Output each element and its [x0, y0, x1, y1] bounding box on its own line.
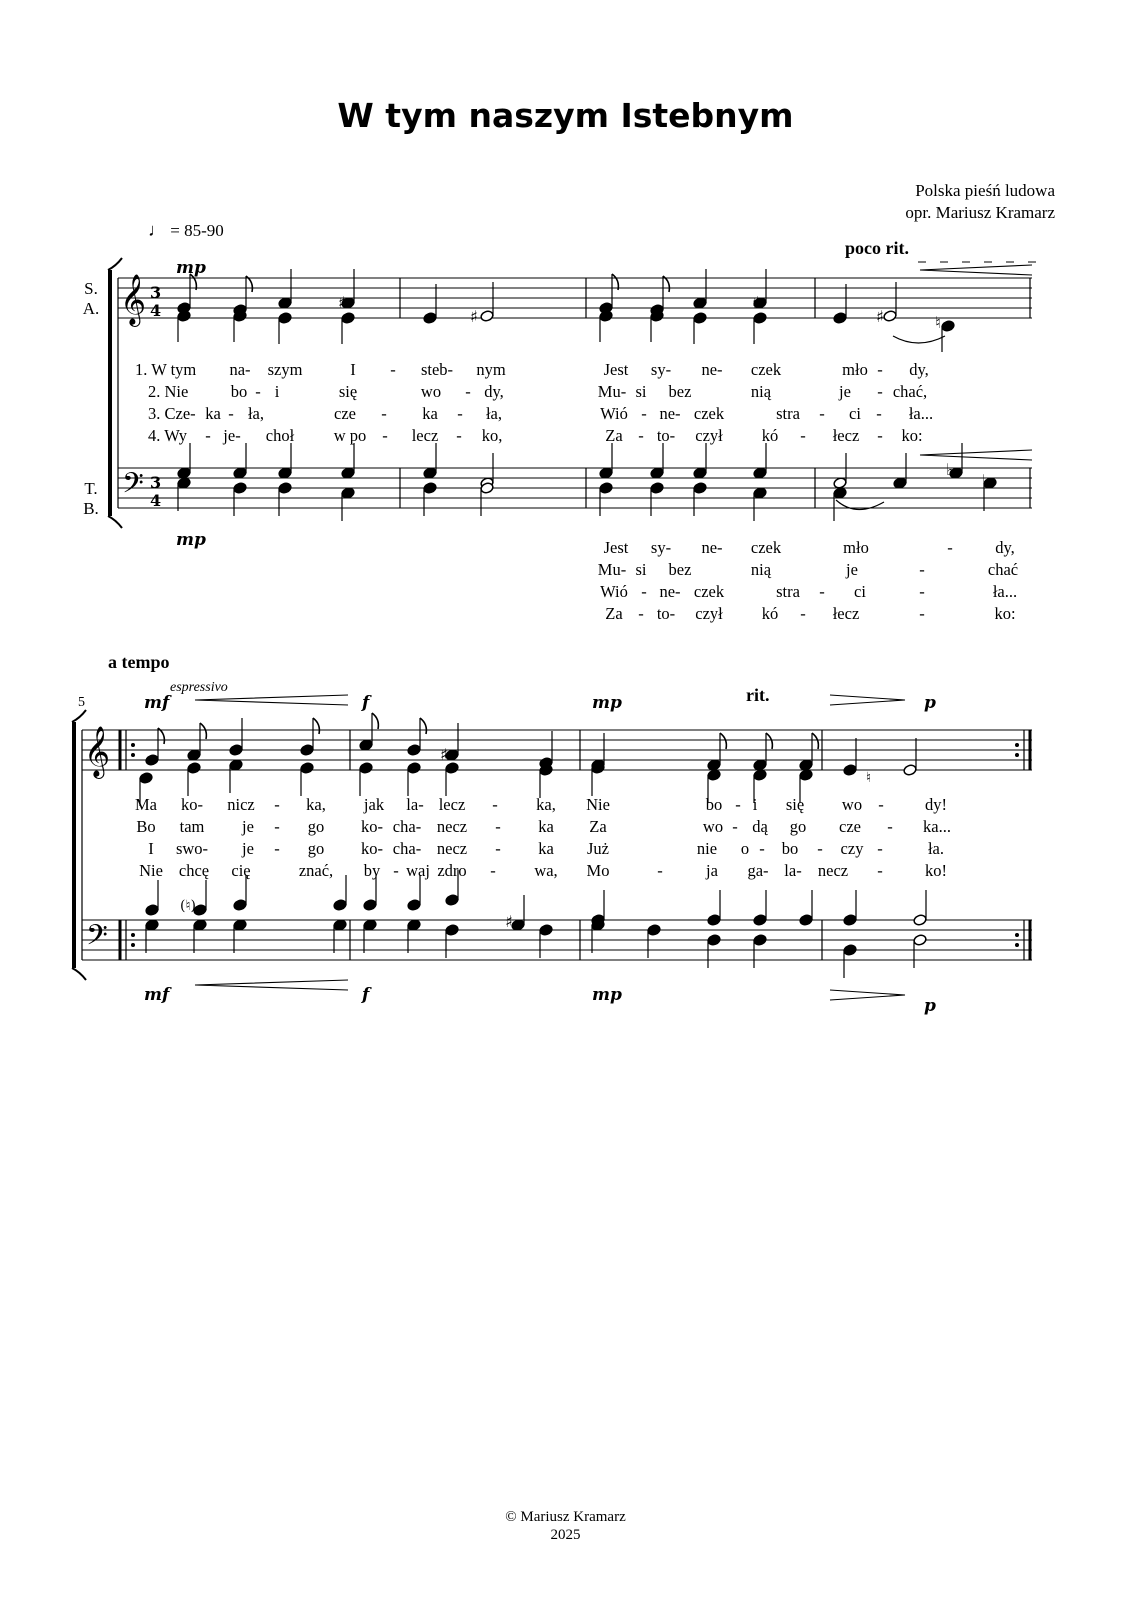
notehead: [833, 487, 847, 500]
notehead: [145, 904, 159, 917]
dynamic-mp-upper: mp: [176, 258, 206, 278]
system-bracket: [108, 516, 122, 528]
notehead: [300, 762, 314, 775]
notehead: [300, 744, 314, 757]
notehead: [893, 477, 907, 490]
system-bracket: [108, 270, 112, 516]
notehead: [753, 467, 767, 480]
dynamic-mp-lower-2: mp: [592, 985, 622, 1005]
composer-origin: Polska pieśń ludowa: [915, 181, 1055, 200]
notehead: [693, 297, 707, 310]
notehead: [233, 482, 247, 495]
notehead: [707, 914, 721, 927]
notehead: [278, 297, 292, 310]
bass-clef-icon: 𝄢: [86, 919, 108, 959]
notehead: [693, 467, 707, 480]
notehead: [913, 914, 927, 927]
decrescendo-hairpin: [830, 990, 905, 1000]
notehead: [363, 919, 377, 932]
sharp-icon: ♯: [470, 307, 478, 326]
dynamic-mp-upper-2: mp: [592, 693, 622, 713]
bass-clef-icon: 𝄢: [122, 467, 144, 507]
sharp-icon: ♯: [876, 307, 884, 326]
notehead: [650, 482, 664, 495]
notehead: [145, 919, 159, 932]
sharp-icon: ♯: [338, 293, 346, 312]
lyric-s2-verse-1: Ma ko- nicz - ka, jak la- lecz - ka, Nie bo - i się wo - dy!: [135, 795, 947, 814]
dynamic-mf-upper: mf: [144, 693, 170, 713]
dynamic-mp-lower: mp: [176, 530, 206, 550]
voice-label-bass: B.: [83, 499, 99, 518]
notehead: [843, 764, 857, 777]
notehead: [341, 487, 355, 500]
time-signature: 4: [150, 491, 162, 510]
a-tempo-marking: a tempo: [108, 652, 170, 672]
notehead: [278, 482, 292, 495]
voice-label-tenor: T.: [84, 479, 98, 498]
rit-marking: rit.: [746, 685, 770, 705]
notehead: [647, 924, 661, 937]
note-flag: [313, 718, 319, 734]
notehead: [843, 944, 857, 957]
repeat-dot: [1015, 743, 1019, 747]
notehead: [833, 312, 847, 325]
dynamic-p-lower: p: [924, 996, 936, 1016]
time-signature: 3: [150, 283, 162, 302]
notehead: [753, 934, 767, 947]
notehead: [233, 899, 247, 912]
note-flag: [420, 718, 426, 734]
notehead: [753, 312, 767, 325]
notehead: [707, 769, 721, 782]
sharp-icon: ♯: [752, 293, 760, 312]
lyric-verse-1: 1. W tym na- szym I - steb- nym Jest sy- ne- czek mło - dy,: [135, 360, 929, 379]
notehead: [753, 759, 767, 772]
sharp-icon: ♯: [440, 745, 448, 764]
notehead: [341, 467, 355, 480]
lyric-s2-verse-3: I swo- je - go ko- cha- necz - ka Już nie o - bo - czy - ła.: [148, 839, 945, 858]
lyric-lower-verse-2: Mu- si bez nią je - chać: [597, 560, 1019, 579]
notehead: [445, 894, 459, 907]
notehead: [145, 754, 159, 767]
lyric-verse-2: 2. Nie bo - i się wo - dy, Mu- si bez nią je - chać,: [148, 382, 928, 401]
notehead: [799, 759, 813, 772]
notehead: [333, 919, 347, 932]
slur: [893, 336, 945, 343]
notehead: [359, 739, 373, 752]
repeat-dot: [1015, 933, 1019, 937]
repeat-dot: [1015, 753, 1019, 757]
notehead: [650, 467, 664, 480]
notehead: [333, 899, 347, 912]
notehead: [753, 487, 767, 500]
notehead: [707, 934, 721, 947]
natural-icon: ♮: [935, 313, 941, 332]
time-signature: 4: [150, 301, 162, 320]
notehead: [445, 924, 459, 937]
notehead: [278, 312, 292, 325]
notehead: [599, 467, 613, 480]
note-flag: [720, 733, 726, 749]
tempo-value: = 85-90: [170, 221, 224, 240]
notehead: [913, 934, 927, 947]
composer-arranger: opr. Mariusz Kramarz: [905, 203, 1055, 222]
notehead: [539, 924, 553, 937]
notehead: [139, 772, 153, 785]
system-bracket: [108, 258, 122, 270]
notehead: [903, 764, 917, 777]
notehead: [707, 759, 721, 772]
copyright: © Mariusz Kramarz: [505, 1509, 626, 1525]
flat-icon: ♭: [946, 460, 954, 479]
notehead: [423, 467, 437, 480]
note-flag: [372, 713, 378, 729]
notehead: [693, 312, 707, 325]
voice-label-soprano: S.: [84, 279, 98, 298]
system-bracket: [72, 710, 86, 722]
notehead: [407, 744, 421, 757]
system-bracket: [72, 968, 86, 980]
natural-icon: (♮): [180, 898, 196, 914]
notehead: [941, 320, 955, 333]
note-flag: [812, 733, 818, 749]
lyric-lower-verse-3: Wió - ne- czek stra - ci - ła...: [600, 582, 1018, 601]
notehead: [233, 467, 247, 480]
notehead: [599, 482, 613, 495]
lyric-lower-verse-4: Za - to- czył kó - łecz - ko:: [605, 604, 1016, 623]
notehead: [233, 919, 247, 932]
treble-clef-icon: 𝄞: [120, 274, 147, 325]
notehead: [229, 759, 243, 772]
system-bracket: [72, 722, 76, 968]
notehead: [359, 762, 373, 775]
decrescendo-hairpin: [830, 695, 905, 705]
dynamic-f-lower: f: [362, 985, 370, 1005]
crescendo-hairpin: [195, 695, 348, 705]
lyric-verse-4: 4. Wy - je- choł w po - lecz - ko, Za - to- czył kó - łecz - ko:: [148, 426, 923, 445]
notehead: [511, 919, 525, 932]
notehead: [177, 467, 191, 480]
crescendo-hairpin: [920, 450, 1032, 460]
notehead: [833, 477, 847, 490]
notehead: [799, 914, 813, 927]
flat-icon: ♭: [982, 471, 990, 490]
staff-lines: [82, 278, 1032, 960]
repeat-dot: [1015, 943, 1019, 947]
notehead: [480, 310, 494, 323]
notehead: [407, 762, 421, 775]
dynamic-f-upper: f: [362, 693, 370, 713]
notehead: [229, 744, 243, 757]
copyright-year: 2025: [550, 1527, 581, 1543]
notehead: [799, 769, 813, 782]
repeat-dot: [131, 753, 135, 757]
notehead: [407, 919, 421, 932]
measure-number: 5: [78, 695, 85, 710]
lyric-lower-verse-1: Jest sy- ne- czek mło - dy,: [603, 538, 1015, 557]
notehead: [407, 899, 421, 912]
time-signature: 3: [150, 473, 162, 492]
crescendo-hairpin: [920, 265, 1032, 275]
notehead: [193, 919, 207, 932]
notehead: [278, 467, 292, 480]
crescendo-hairpin: [195, 980, 348, 990]
lyric-verse-3: 3. Cze- ka - ła, cze - ka - ła, Wió - ne- czek stra - ci - ła...: [148, 404, 934, 423]
notehead: [363, 899, 377, 912]
notehead: [753, 914, 767, 927]
repeat-dot: [131, 933, 135, 937]
sharp-icon: ♯: [505, 912, 513, 931]
notehead: [693, 482, 707, 495]
repeat-dot: [131, 943, 135, 947]
dynamic-p-upper: p: [924, 693, 936, 713]
espressivo-marking: espressivo: [170, 680, 228, 695]
note-flag: [200, 723, 206, 739]
repeat-dot: [131, 743, 135, 747]
notehead: [187, 749, 201, 762]
natural-icon: ♮: [866, 770, 872, 786]
notehead: [177, 477, 191, 490]
notehead: [423, 312, 437, 325]
notehead: [753, 769, 767, 782]
lyric-s2-verse-4: Nie chcę cię znać, by - waj zdro - wa, Mo - ja ga- la- necz - ko!: [139, 861, 947, 880]
dynamic-mf-lower: mf: [144, 985, 170, 1005]
voice-label-alto: A.: [82, 299, 100, 318]
note-flag: [766, 733, 772, 749]
notehead: [341, 312, 355, 325]
notehead: [187, 762, 201, 775]
treble-clef-icon: 𝄞: [84, 726, 111, 777]
lyric-s2-verse-2: Bo tam je - go ko- cha- necz - ka Za wo - dą go cze - ka...: [136, 817, 951, 836]
notehead: [883, 310, 897, 323]
notation-glyphs: [72, 258, 1036, 1000]
notehead: [423, 482, 437, 495]
page-title: W tym naszym Istebnym: [337, 96, 794, 135]
poco-rit-marking: poco rit.: [845, 238, 909, 258]
quarter-note-icon: ♩: [148, 220, 166, 240]
notehead: [843, 914, 857, 927]
